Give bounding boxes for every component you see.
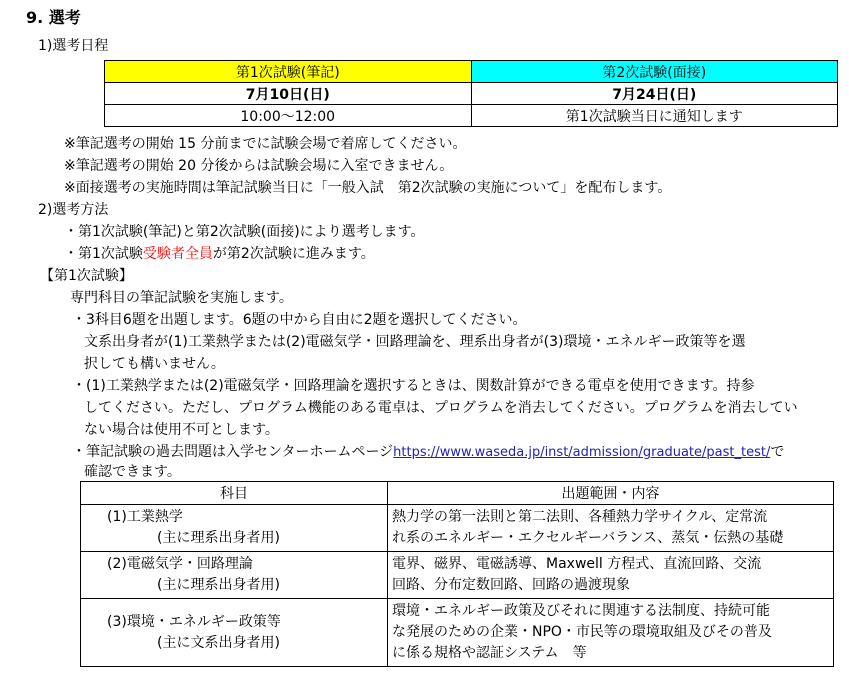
first-exam-time: 10:00～12:00 — [105, 105, 472, 127]
scope-line: 環境・エネルギー政策及びそれに関連する法制度、持続可能 — [392, 603, 770, 619]
scope-line: 回路、分布定数回路、回路の過渡現象 — [392, 577, 630, 593]
bullet-3-continued: 確認できます。 — [84, 464, 181, 480]
table-row — [81, 505, 834, 552]
bullet-3-before: ・筆記試験の過去問題は入学センターホームページ — [72, 444, 394, 460]
scope-cell — [388, 599, 834, 667]
scope-line: な発展のための企業・NPO・市民等の環境取組及びその普及 — [392, 624, 772, 640]
method-line-2-before: ・第1次試験 — [64, 246, 143, 262]
scope-cell — [388, 505, 834, 552]
scope-line: れ系のエネルギー・エクセルギーバランス、蒸気・伝熱の基礎 — [392, 530, 784, 546]
schedule-header-row — [105, 61, 838, 83]
subject-cell — [81, 552, 388, 599]
subject-audience: (主に文系出身者用) — [157, 634, 280, 651]
all-examinees-highlight: 受験者全員 — [142, 246, 213, 262]
method-line-2 — [64, 244, 375, 264]
first-exam-date: 7月10日(日) — [105, 83, 472, 105]
second-exam-date: 7月24日(日) — [471, 83, 838, 105]
scope-line: に係る規格や認証システム 等 — [392, 645, 587, 661]
first-exam-intro: 専門科目の筆記試験を実施します。 — [70, 290, 293, 306]
bullet-2-continued: してください。ただし、プログラム機能のある電卓は、プログラムを消去してください。プログラムを消去してい — [84, 400, 798, 416]
schedule-note: ※面接選考の実施時間は筆記試験当日に「一般入試 第2次試験の実施について」を配布します。 — [64, 180, 672, 196]
schedule-table — [104, 60, 838, 127]
second-exam-header: 第2次試験(面接) — [471, 61, 838, 83]
schedule-note: ※筆記選考の開始 15 分前までに試験会場で着席してください。 — [64, 136, 467, 152]
subject-cell — [81, 599, 388, 667]
subject-name: (1)工業熱学 — [107, 509, 183, 525]
subjects-table — [80, 481, 834, 667]
subject-name: (3)環境・エネルギー政策等 — [107, 613, 281, 630]
schedule-date-row — [105, 83, 838, 105]
schedule-title: 1)選考日程 — [38, 38, 109, 54]
scope-line: 電界、磁界、電磁誘導、Maxwell 方程式、直流回路、交流 — [392, 556, 762, 572]
subject-name: (2)電磁気学・回路理論 — [107, 556, 253, 572]
bullet-1: ・3科目6題を出題します。6題の中から自由に2題を選択してください。 — [72, 312, 527, 328]
bullet-2-continued: ない場合は使用不可とします。 — [84, 422, 279, 438]
method-line-1: ・第1次試験(筆記)と第2次試験(面接)により選考します。 — [64, 224, 425, 240]
method-line-2-after: が第2次試験に進みます。 — [212, 246, 375, 262]
bullet-3-after: で — [770, 444, 785, 460]
table-row — [81, 552, 834, 599]
table-row — [81, 599, 834, 667]
subject-audience: (主に理系出身者用) — [157, 577, 280, 593]
scope-column-header: 出題範囲・内容 — [388, 482, 834, 505]
first-exam-title: 【第1次試験】 — [40, 268, 133, 284]
first-exam-header: 第1次試験(筆記) — [105, 61, 472, 83]
subject-column-header: 科目 — [81, 482, 388, 505]
bullet-3 — [72, 442, 784, 463]
bullet-2: ・(1)工業熱学または(2)電磁気学・回路理論を選択するときは、関数計算ができる電卓を使用できます。持参 — [72, 378, 755, 394]
bullet-1-continued: 文系出身者が(1)工業熱学または(2)電磁気学・回路理論を、理系出身者が(3)環境・エネルギー政策等を選 — [84, 334, 746, 350]
bullet-1-continued: 択しても構いません。 — [84, 356, 225, 372]
schedule-note: ※筆記選考の開始 20 分後からは試験会場に入室できません。 — [64, 158, 454, 174]
scope-cell — [388, 552, 834, 599]
second-exam-time: 第1次試験当日に通知します — [471, 105, 838, 127]
schedule-time-row — [105, 105, 838, 127]
method-title: 2)選考方法 — [38, 202, 109, 218]
section-heading: 9. 選考 — [26, 8, 81, 27]
subject-audience: (主に理系出身者用) — [157, 530, 280, 546]
scope-line: 熱力学の第一法則と第二法則、各種熱力学サイクル、定常流 — [392, 509, 768, 525]
past-test-link[interactable]: https://www.waseda.jp/inst/admission/graduate/past_test/ — [393, 445, 771, 460]
subjects-header-row — [81, 482, 834, 505]
subject-cell — [81, 505, 388, 552]
